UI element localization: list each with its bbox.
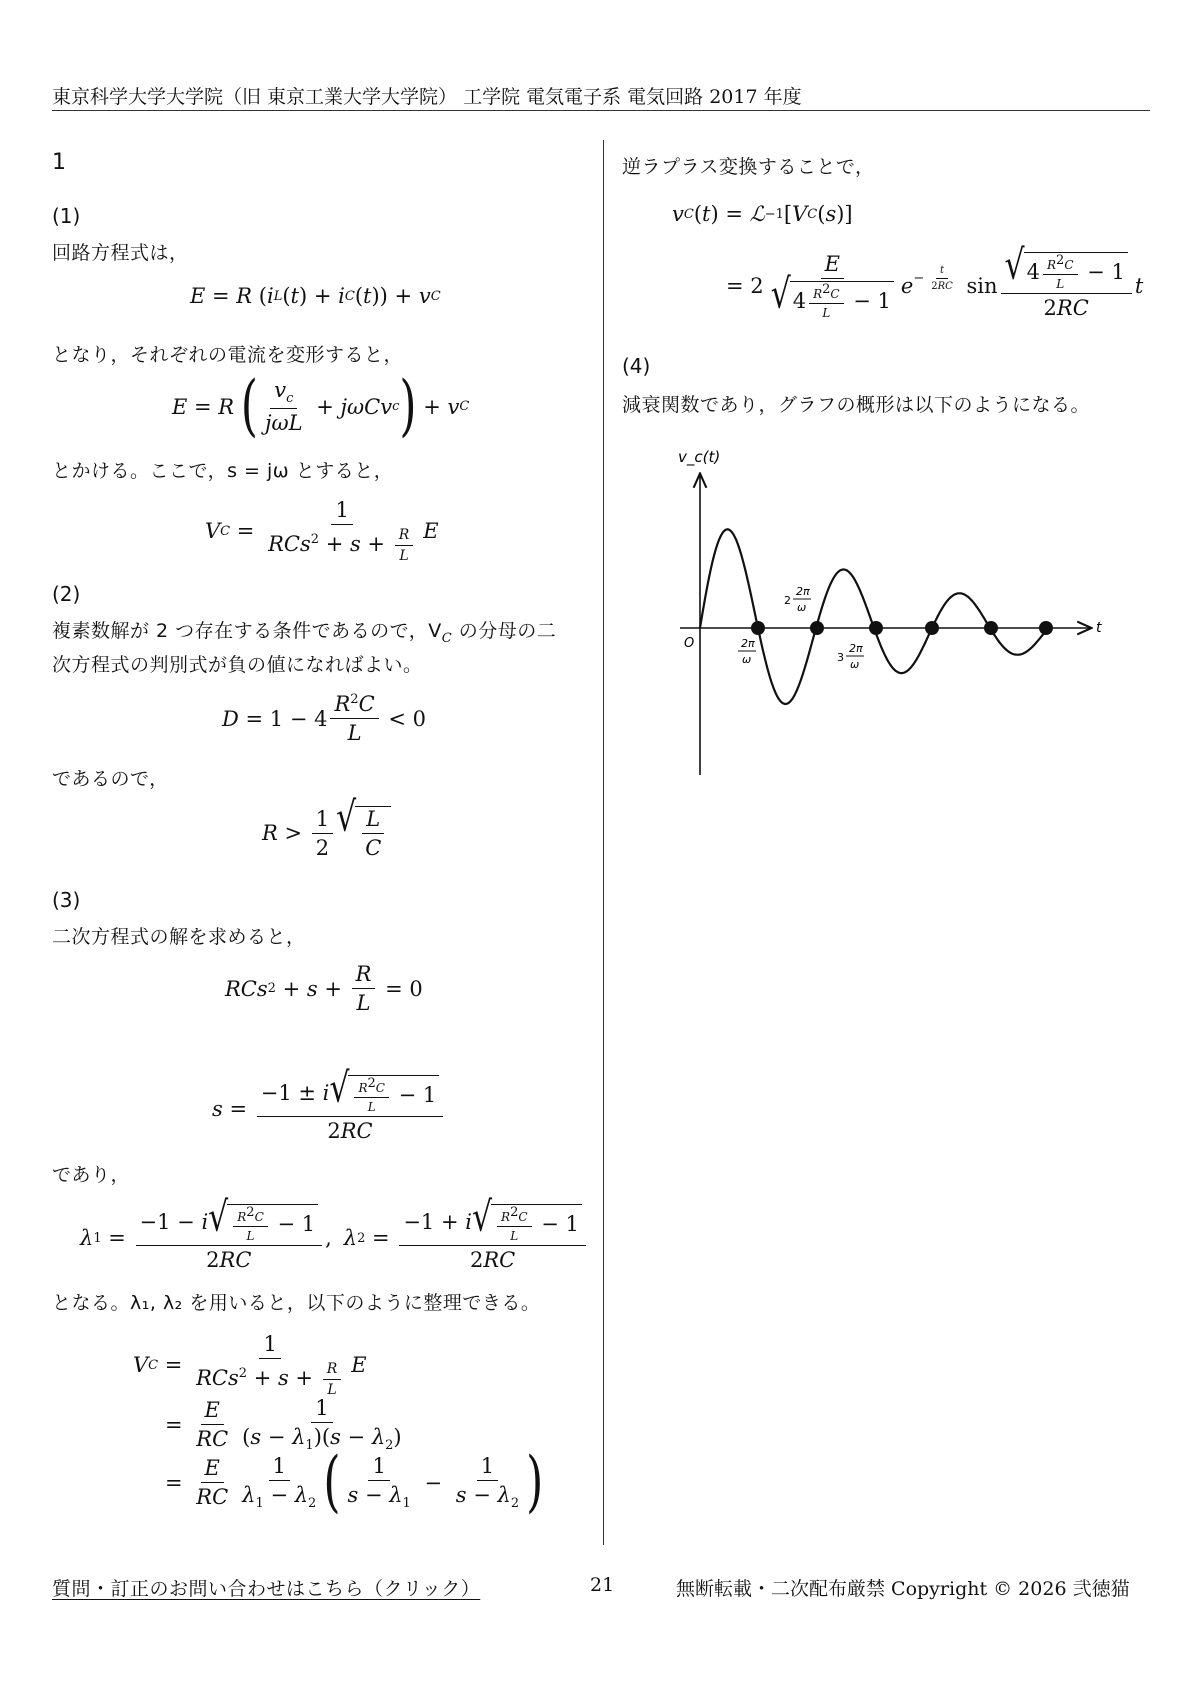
equation-roots: s = −1 ± i √ $\frac{R^2C}{L}$ − 1 2RC (212, 1075, 446, 1143)
equation-partial-2: = $\frac{E}{RC}$ $\frac{1}{(s - \lambda_1)(s - \lambda_2)}$ (165, 1396, 402, 1454)
origin-label: O (684, 636, 695, 651)
section-1-text-1: 回路方程式は， (52, 242, 189, 264)
svg-text:2π: 2π (849, 642, 863, 655)
right-text-2: 減衰関数であり，グラフの概形は以下のようになる。 (622, 394, 1091, 416)
equation-time-response: = 2 E √ 4 $\frac{R^2C}{L}$ − 1 e $^{- \frac{t}{2RC}}$ sin √ 4 $\frac{R^2C}{L}$ − 1 2RC t (726, 242, 1144, 320)
zero-crossing-dot (984, 621, 998, 635)
section-3-label: (3) (52, 888, 81, 912)
section-3-text-1: 二次方程式の解を求めると， (52, 926, 306, 948)
equation-quadratic: RCs 2 + s + $\frac{R}{L}$ = 0 (225, 962, 423, 1015)
right-text-1: 逆ラプラス変換することで， (622, 156, 875, 178)
page-header: 東京科学大学大学院（旧 東京工業大学大学院） 工学院 電気電子系 電気回路 2017 年度 (52, 86, 802, 108)
header-rule (52, 110, 1150, 111)
svg-text:2: 2 (784, 594, 791, 607)
section-3-text-3: となる。λ₁, λ₂ を用いると，以下のように整理できる。 (52, 1292, 541, 1314)
equation-circuit: E = R ( i L ( t ) + i C ( t )) + v C (190, 284, 441, 308)
svg-text:ω: ω (797, 601, 807, 614)
damped-oscillation-graph (660, 435, 1120, 785)
contact-link[interactable]: 質問・訂正のお問い合わせはこちら（クリック） (52, 1578, 481, 1600)
zero-crossing-dot (869, 621, 883, 635)
equation-partial-1: V C = 1 RCs$^2$ + s + $\frac{R}{L}$ E (133, 1332, 367, 1398)
zero-crossing-dot (925, 621, 939, 635)
section-2-text-1: 複素数解が 2 つ存在する条件であるので，$V_C$ の分母の二 (52, 620, 557, 646)
response-curve (700, 529, 1045, 704)
svg-text:3: 3 (837, 651, 844, 664)
section-2-text-1b: の分母の二 (452, 620, 557, 642)
page-number: 21 (590, 1574, 615, 1596)
equation-lambdas: λ 1 = −1 − i √ $\frac{R^2C}{L}$ − 1 2RC , λ 2 = −1 + i √ $\frac{R^2C}{L}$ − 1 2RC (80, 1204, 589, 1272)
equation-discriminant: D = 1 − 4 $\frac{R^2C}{L}$ < 0 (222, 692, 426, 745)
svg-text:ω: ω (742, 653, 752, 666)
copyright-notice: 無断転載・二次配布厳禁 Copyright © 2026 弐徳猫 (676, 1578, 1130, 1600)
zero-crossing-dot (751, 621, 765, 635)
x-axis-label: t (1096, 620, 1102, 636)
svg-text:2π: 2π (796, 585, 810, 598)
zero-crossing-dot (1039, 621, 1053, 635)
section-4-label: (4) (622, 354, 651, 378)
equation-partial-3: = $\frac{E}{RC}$ $\frac{1}{\lambda_1 - \lambda_2}$ ( $\frac{1}{s - \lambda_1}$ − $\frac{1}{s - \lambda_2}$ ) (165, 1443, 544, 1521)
section-2-text-1a: 複素数解が 2 つ存在する条件であるので，V (52, 620, 442, 642)
section-1-text-3: とかける。ここで，s = jω とすると， (52, 460, 394, 482)
tick-label-2 (784, 585, 811, 614)
zero-crossing-dot (810, 621, 824, 635)
equation-current: E = R ( $\frac{v_c}{\text{jωL}}$ + jωCv c ) + v C (172, 367, 470, 445)
equation-r-condition: R > $\frac{1}{2}$ √ $\frac{L}{C}$ (262, 806, 391, 860)
equation-vc-s: V C = 1 RCs$^2$ + s + $\frac{R}{L}$ E (205, 498, 439, 564)
section-2-text-2: であるので， (52, 768, 169, 790)
problem-number: 1 (52, 150, 66, 175)
tick-label-1 (738, 637, 756, 666)
section-2-label: (2) (52, 582, 81, 606)
equation-inverse-laplace: v C ( t ) = ℒ −1 [ V C ( s )] (672, 202, 853, 226)
section-1-text-2: となり，それぞれの電流を変形すると， (52, 344, 404, 366)
section-2-text-1c: 次方程式の判別式が負の値になればよい。 (52, 654, 423, 676)
section-1-label: (1) (52, 204, 81, 228)
column-divider (603, 140, 604, 1545)
svg-text:2π: 2π (741, 637, 755, 650)
svg-text:ω: ω (850, 658, 860, 671)
y-axis-label: v_c(t) (678, 448, 721, 466)
tick-label-3 (837, 642, 864, 671)
section-3-text-2: であり， (52, 1164, 131, 1186)
